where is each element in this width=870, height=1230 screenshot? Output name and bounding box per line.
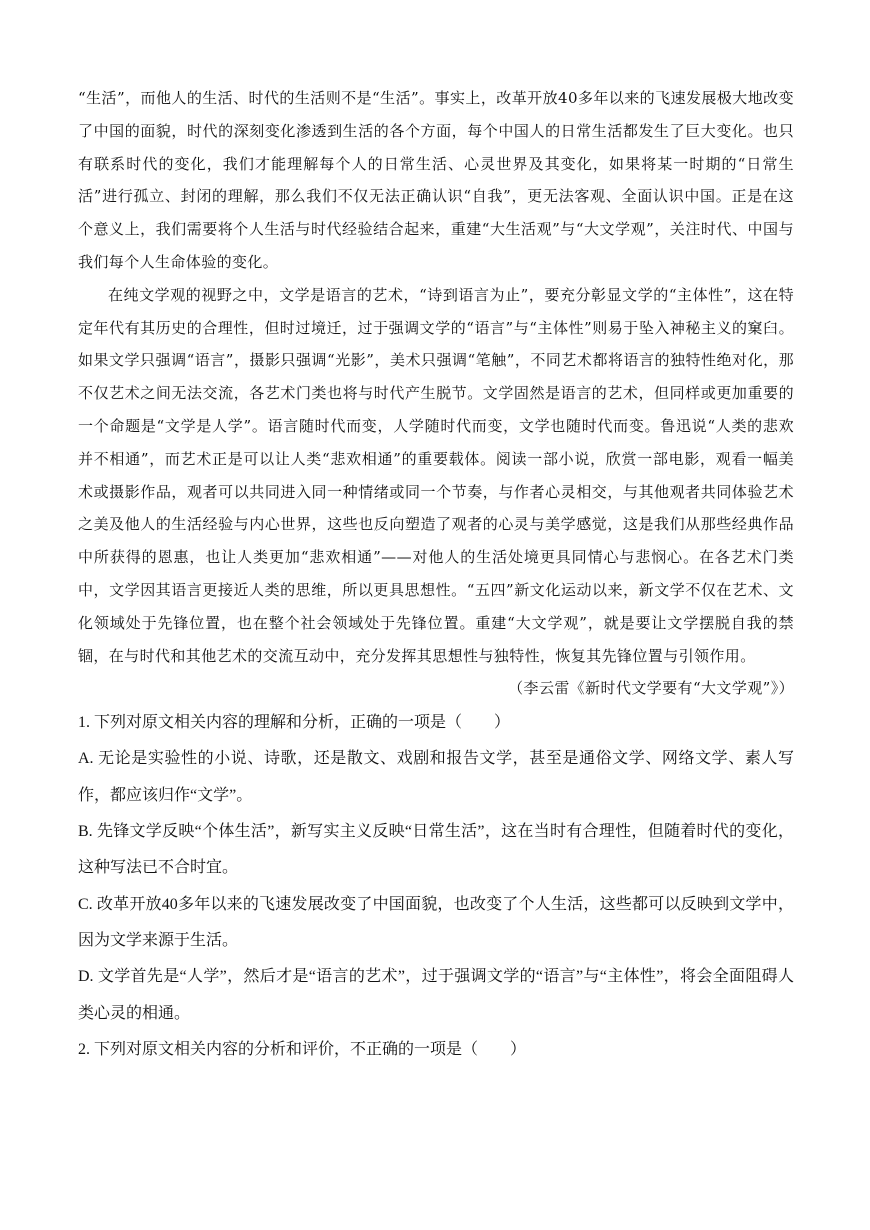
- question-1-option-c: C. 改革开放40多年以来的飞速发展改变了中国面貌，也改变了个人生活，这些都可以反映到文学中，因为文学来源于生活。: [78, 895, 794, 949]
- question-1-option-d: D. 文学首先是“人学”，然后才是“语言的艺术”，过于强调文学的“语言”与“主体性”，将会全面阻碍人类心灵的相通。: [78, 968, 794, 1022]
- question-1-stem: 1. 下列对原文相关内容的理解和分析，正确的一项是（ ）: [78, 714, 511, 732]
- document-page: [78, 82, 794, 1068]
- question-2-stem: 2. 下列对原文相关内容的分析和评价，不正确的一项是（ ）: [78, 1040, 527, 1058]
- question-1-option-b: B. 先锋文学反映“个体生活”，新写实主义反映“日常生活”，这在当时有合理性，但随着时代的变化，这种写法已不合时宜。: [78, 823, 794, 877]
- passage-paragraph-2: 在纯文学观的视野之中，文学是语言的艺术，“诗到语言为止”，要充分彰显文学的“主体性”，这在特定年代有其历史的合理性，但时过境迁，过于强调文学的“语言”与“主体性”则易于坠入神秘主义的窠臼。如果文学只强调“语言”，摄影只强调“光影”，美术只强调“笔触”，不同艺术都将语言的独特性绝对化，那不仅艺术之间无法交流，各艺术门类也将与时代产生脱节。文学固然是语言的艺术，但同样或更加重要的一个命题是“文学是人学”。语言随时代而变，人学随时代而变，文学也随时代而变。鲁迅说“人类的悲欢并不相通”，而艺术正是可以让人类“悲欢相通”的重要载体。阅读一部小说，欣赏一部电影，观看一幅美术或摄影作品，观者可以共同进入同一种情绪或同一个节奏，与作者心灵相交，与其他观者共同体验艺术之美及他人的生活经验与内心世界，这些也反向塑造了观者的心灵与美学感觉，这是我们从那些经典作品中所获得的恩惠，也让人类更加“悲欢相通”——对他人的生活处境更具同情心与悲悯心。在各艺术门类中，文学因其语言更接近人类的思维，所以更具思想性。“五四”新文化运动以来，新文学不仅在艺术、文化领域处于先锋位置，也在整个社会领域处于先锋位置。重建“大文学观”，就是要让文学摆脱自我的禁锢，在与时代和其他艺术的交流互动中，充分发挥其思想性与独特性，恢复其先锋位置与引领作用。: [78, 285, 794, 665]
- passage-attribution: （李云雷《新时代文学要有“大文学观”》）: [508, 679, 794, 698]
- passage-paragraph-1: “生活”，而他人的生活、时代的生活则不是“生活”。事实上，改革开放40多年以来的飞速发展极大地改变了中国的面貌，时代的深刻变化渗透到生活的各个方面，每个中国人的日常生活都发生了巨大变化。也只有联系时代的变化，我们才能理解每个人的日常生活、心灵世界及其变化，如果将某一时期的“日常生活”进行孤立、封闭的理解，那么我们不仅无法正确认识“自我”，更无法客观、全面认识中国。正是在这个意义上，我们需要将个人生活与时代经验结合起来，重建“大生活观”与“大文学观”，关注时代、中国与我们每个人生命体验的变化。: [78, 89, 794, 271]
- question-1-option-a: A. 无论是实验性的小说、诗歌，还是散文、戏剧和报告文学，甚至是通俗文学、网络文学、素人写作，都应该归作“文学”。: [78, 750, 794, 804]
